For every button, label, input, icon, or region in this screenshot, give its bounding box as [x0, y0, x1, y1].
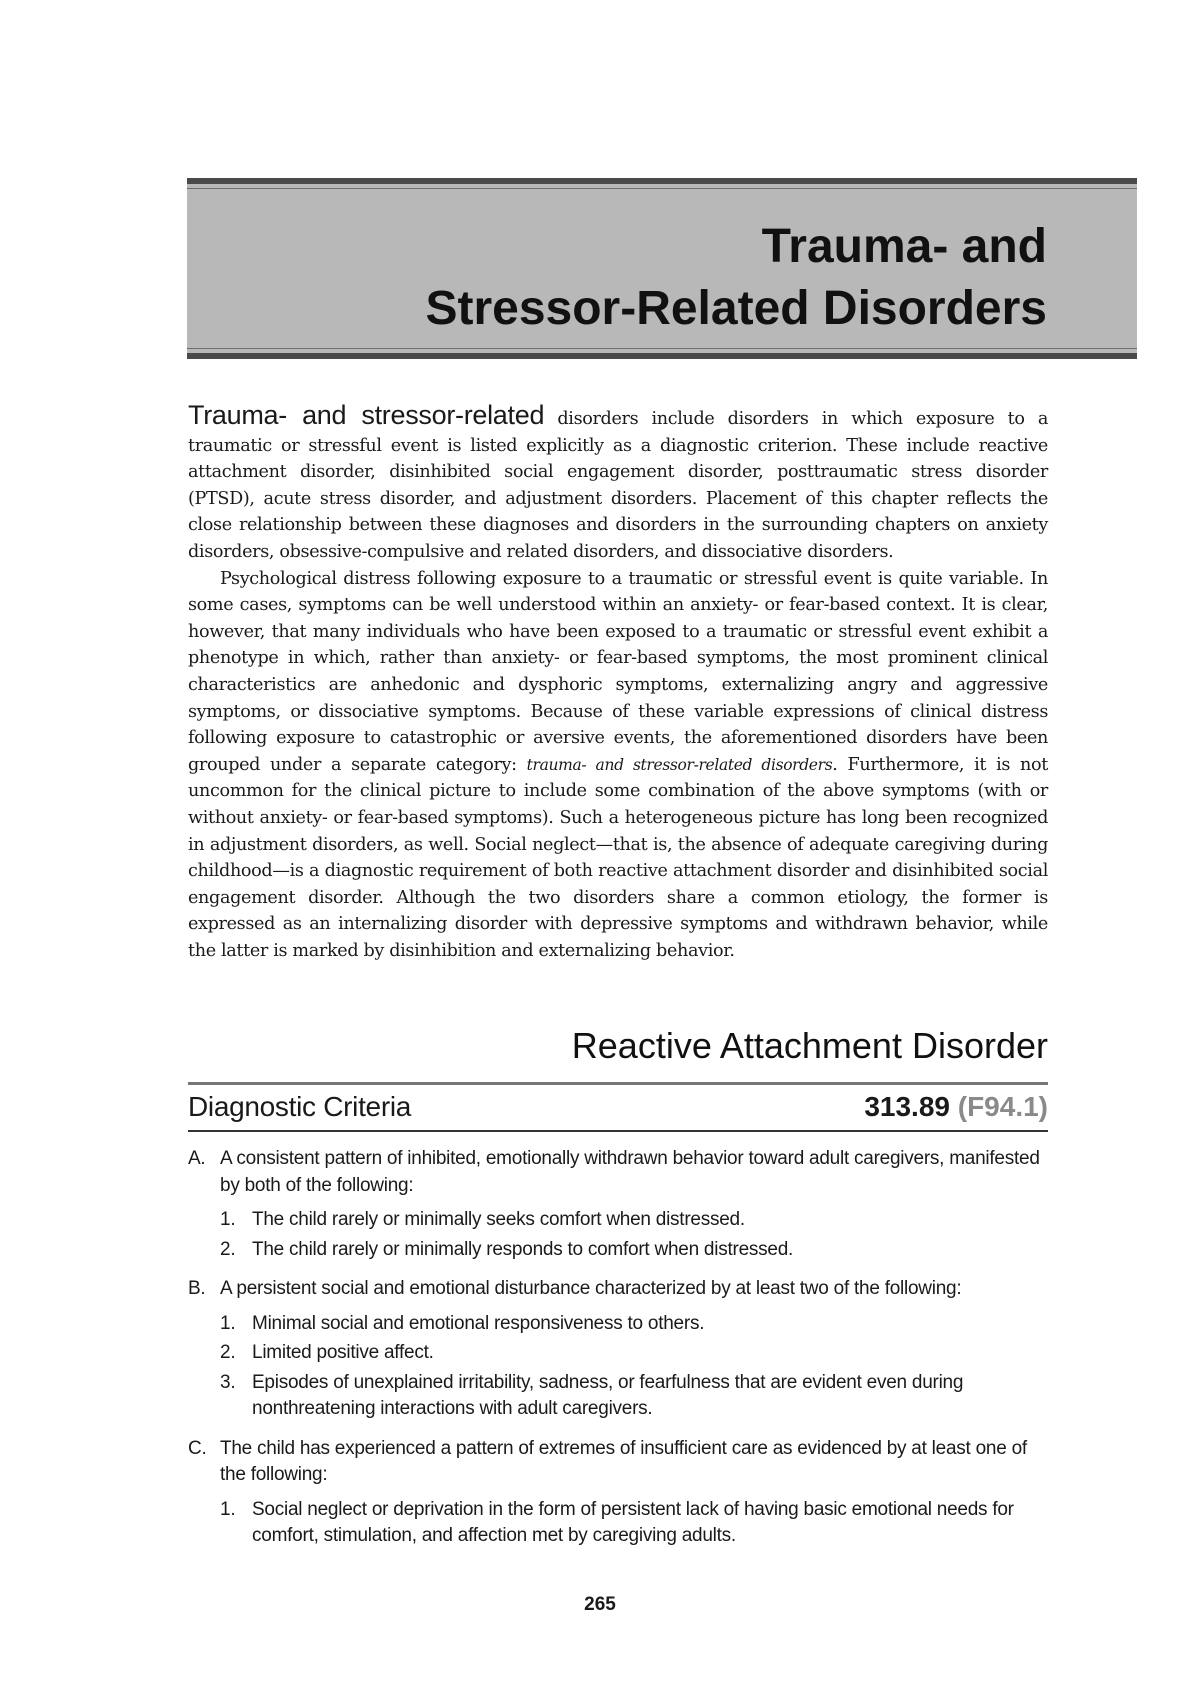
- criterion-letter: A.: [188, 1148, 206, 1169]
- intro-lead-text: Trauma- and stressor-related: [188, 400, 545, 430]
- criterion-body: [220, 1146, 1048, 1266]
- icd10-code: (F94.1): [957, 1091, 1048, 1122]
- subitem-text: Limited positive affect.: [252, 1342, 434, 1363]
- criterion-letter: B.: [188, 1278, 206, 1299]
- subitem-number: 3.: [220, 1371, 236, 1393]
- subitem-text: The child rarely or minimally seeks comfort when distressed.: [252, 1209, 745, 1230]
- intro-paragraph-1-text: disorders include disorders in which exposure to a traumatic or stressful event is listed explicitly as a diagnostic criterion. These include reactive attachment disorder, disinhibited social engagement disorder, posttraumatic stress disorder (PTSD), acute stress disorder, and adjustment disorders. Placement of this chapter reflects the close relationship between these diagnoses and disorders in the surrounding chapters on anxiety disorders, obsessive-compulsive and related disorders, and dissociative disorders.: [188, 409, 1048, 562]
- criterion-subitems: [220, 1207, 1048, 1263]
- chapter-introduction: [188, 402, 1048, 964]
- subitem-number: 1.: [220, 1498, 236, 1520]
- criterion-subitems: [220, 1497, 1048, 1550]
- criterion-subitem: [220, 1207, 1048, 1234]
- page-number: 265: [584, 1594, 616, 1615]
- chapter-title-line-1: Trauma- and: [761, 220, 1047, 273]
- criterion-subitem: [220, 1497, 1048, 1550]
- chapter-title-line-2: Stressor-Related Disorders: [425, 282, 1047, 335]
- intro-paragraph-2-text-end: . Furthermore, it is not uncommon for the clinical picture to include some combination of the above symptoms (with or without anxiety- or fear-based symptoms). Such a heterogeneous picture has long been recognized in adjustment disorders, as well. Social neglect—that is, the absence of adequate caregiving during childhood—is a diagnostic requirement of both reactive attachment disorder and disinhibited social engagement disorder. Although the two disorders share a common etiology, the former is expressed as an internalizing disorder with depressive symptoms and withdrawn behavior, while the latter is marked by disinhibition and externalizing behavior.: [188, 754, 1048, 961]
- subitem-text: Social neglect or deprivation in the form of persistent lack of having basic emotional needs for comfort, stimulation, and affection met by caregiving adults.: [252, 1498, 1014, 1546]
- criterion-body: [220, 1436, 1048, 1553]
- criterion-subitem: [220, 1311, 1048, 1338]
- criterion-subitems: [220, 1311, 1048, 1423]
- intro-paragraph-2-text-start: Psychological distress following exposure to a traumatic or stressful event is quite variable. In some cases, symptoms can be well understood within an anxiety- or fear-based context. It is clear, however, that many individuals who have been exposed to a traumatic or stressful event exhibit a phenotype in which, rather than anxiety- or fear-based symptoms, the most prominent clinical characteristics are anhedonic and dysphoric symptoms, externalizing angry and aggressive symptoms, or dissociative symptoms. Because of these variable expressions of clinical distress following exposure to catastrophic or aversive events, the aforementioned disorders have been grouped under a separate category:: [188, 568, 1048, 775]
- subitem-number: 2.: [220, 1342, 236, 1363]
- criterion-text: A persistent social and emotional disturbance characterized by at least two of the following:: [220, 1278, 962, 1299]
- criterion-subitem: [220, 1370, 1048, 1423]
- diagnostic-codes: [864, 1091, 1048, 1123]
- section-title: Reactive Attachment Disorder: [571, 1025, 1048, 1066]
- intro-paragraph-2: [188, 566, 1048, 965]
- criterion: [188, 1436, 1048, 1553]
- subitem-text: The child rarely or minimally responds to comfort when distressed.: [252, 1238, 794, 1260]
- criteria-list: [188, 1146, 1048, 1563]
- criterion-subitem: [220, 1237, 1048, 1264]
- chapter-banner: [187, 178, 1137, 359]
- banner-rule: [187, 188, 1137, 189]
- intro-emphasis: trauma- and stressor-related disorders: [526, 755, 833, 774]
- diagnostic-criteria-header: [188, 1082, 1048, 1132]
- criterion-text: The child has experienced a pattern of extremes of insufficient care as evidenced by at least one of the following:: [220, 1437, 1027, 1485]
- subitem-text: Minimal social and emotional responsiveness to others.: [252, 1312, 705, 1334]
- diagnostic-criteria-label: Diagnostic Criteria: [188, 1091, 412, 1122]
- banner-rule: [187, 348, 1137, 349]
- subitem-number: 1.: [220, 1209, 236, 1230]
- dsm-code: 313.89: [864, 1091, 950, 1122]
- subitem-number: 2.: [220, 1238, 236, 1260]
- chapter-title: [425, 216, 1047, 340]
- criterion: [188, 1146, 1048, 1266]
- intro-paragraph-1: [188, 402, 1048, 566]
- criterion: [188, 1276, 1048, 1426]
- subitem-number: 1.: [220, 1312, 236, 1334]
- criterion-subitem: [220, 1340, 1048, 1367]
- criterion-body: [220, 1276, 1048, 1426]
- criterion-text: A consistent pattern of inhibited, emotionally withdrawn behavior toward adult caregivers, manifested by both of the following:: [220, 1148, 1040, 1196]
- criterion-letter: C.: [188, 1437, 207, 1459]
- subitem-text: Episodes of unexplained irritability, sadness, or fearfulness that are evident even during nonthreatening interactions with adult caregivers.: [252, 1371, 964, 1419]
